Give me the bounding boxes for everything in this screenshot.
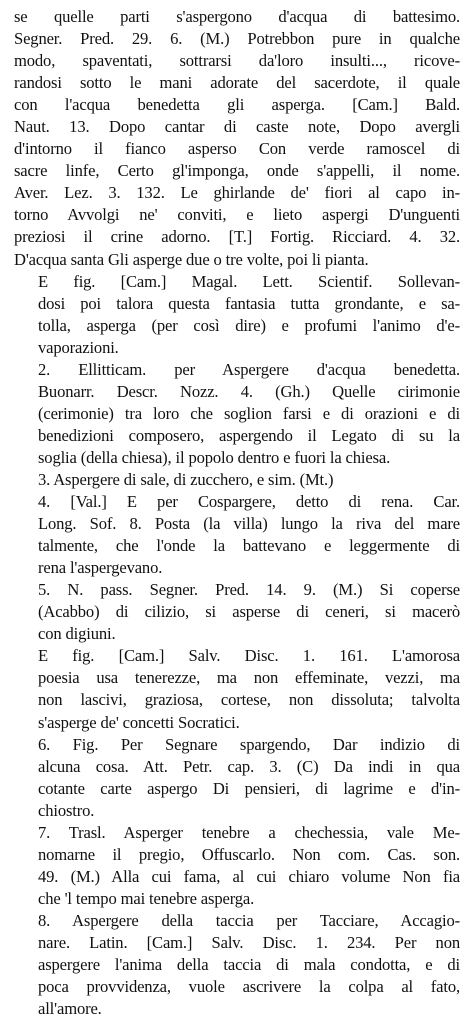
text-line: chiostro. [38, 800, 95, 820]
text-line: s'asperge de' concetti Socratici. [38, 712, 240, 732]
text-line: torno Avvolgi ne' conviti, e lieto aspergi D'unguenti [14, 205, 460, 225]
text-line: alcuna cosa. Att. Petr. cap. 3. (C) Da indi in qua [38, 756, 460, 776]
entry-paragraph [14, 271, 460, 359]
entry-paragraph [14, 491, 460, 579]
entry-paragraph [14, 910, 460, 1020]
text-line: 5. N. pass. Segner. Pred. 14. 9. (M.) Si coperse [38, 580, 460, 600]
text-line: randosi sotto le mani adorate del sacerdote, il quale [14, 73, 460, 93]
text-line: E fig. [Cam.] Salv. Disc. 1. 161. L'amorosa [38, 646, 460, 666]
text-line: 2. Ellitticam. per Aspergere d'acqua benedetta. [38, 359, 460, 379]
text-line: sacre linfe, Certo gl'imponga, onde s'appelli, il nome. [14, 161, 460, 181]
text-line: tolla, asperga (per così dire) e profumi l'animo d'e- [38, 315, 460, 335]
entry-paragraph [14, 822, 460, 910]
text-line: con digiuni. [38, 624, 116, 644]
entry-paragraph [14, 6, 460, 271]
entry-paragraph [14, 645, 460, 733]
entry-paragraph [14, 734, 460, 822]
text-line: Naut. 13. Dopo cantar di caste note, Dopo avergli [14, 117, 460, 137]
text-line: poesia usa tenerezze, ma non effeminate, vezzi, ma [38, 668, 460, 688]
text-line: Long. Sof. 8. Posta (la villa) lungo la riva del mare [38, 514, 460, 534]
text-line: 6. Fig. Per Segnare spargendo, Dar indizio di [38, 734, 460, 754]
text-line: preziosi il crine adorno. [T.] Fortig. Ricciard. 4. 32. [14, 227, 460, 247]
text-line: (cerimonie) tra loro che soglion farsi e di orazioni e di [38, 403, 460, 423]
text-line: cotante carte aspergo Di pensieri, di lagrime e d'in- [38, 778, 460, 798]
text-line: rena l'aspergevano. [38, 558, 163, 578]
text-line: all'amore. [38, 999, 102, 1019]
text-line: poca provvidenza, vuole ascrivere la colpa al fato, [38, 977, 460, 997]
text-line: 7. Trasl. Asperger tenebre a chechessia, vale Me- [38, 822, 460, 842]
text-line: 8. Aspergere della taccia per Tacciare, Accagio- [38, 910, 460, 930]
text-line: D'acqua santa Gli asperge due o tre volte, poi li pianta. [14, 249, 369, 269]
text-line: (Acabbo) di cilizio, si asperse di ceneri, si macerò [38, 602, 460, 622]
entry-paragraph [14, 579, 460, 645]
text-line: se quelle parti s'aspergono d'acqua di battesimo. [14, 7, 460, 26]
text-line: E fig. [Cam.] Magal. Lett. Scientif. Sollevan- [38, 271, 460, 291]
text-line: benedizioni composero, aspergendo il Legato di su la [38, 425, 460, 445]
text-line: Aver. Lez. 3. 132. Le ghirlande de' fiori al capo in- [14, 183, 460, 203]
text-line: nare. Latin. [Cam.] Salv. Disc. 1. 234. Per non [38, 932, 460, 952]
text-line: 4. [Val.] E per Cospargere, detto di rena. Car. [38, 492, 460, 512]
text-line: 49. (M.) Alla cui fama, al cui chiaro volume Non fia [38, 866, 460, 886]
text-line: aspergere l'anima della taccia di mala condotta, e di [38, 955, 460, 975]
text-line: Segner. Pred. 29. 6. (M.) Potrebbon pure in qualche [14, 29, 460, 49]
text-line: 3. Aspergere di sale, di zucchero, e sim. (Mt.) [38, 469, 334, 489]
text-line: soglia (della chiesa), il popolo dentro e fuori la chiesa. [38, 447, 391, 467]
text-line: Buonarr. Descr. Nozz. 4. (Gh.) Quelle cirimonie [38, 381, 460, 401]
text-line: modo, spaventati, sottrarsi da'loro insulti..., ricove- [14, 51, 460, 71]
text-line: non lascivi, graziosa, cortese, non dissoluta; talvolta [38, 690, 460, 710]
entry-paragraph [14, 359, 460, 469]
text-line: vaporazioni. [38, 337, 119, 357]
text-line: d'intorno il fianco asperso Con verde ramoscel di [14, 139, 460, 159]
text-line: dosi poi talora questa fantasia tutta grondante, e sa- [38, 293, 460, 313]
entry-paragraph [14, 469, 460, 491]
text-line: nomarne il pregio, Offuscarlo. Non com. Cas. son. [38, 844, 460, 864]
text-line: con l'acqua benedetta gli asperga. [Cam.] Bald. [14, 95, 460, 115]
text-line: talmente, che l'onde la battevano e leggermente di [38, 536, 460, 556]
text-line: che 'l tempo mai tenebre asperga. [38, 888, 255, 908]
